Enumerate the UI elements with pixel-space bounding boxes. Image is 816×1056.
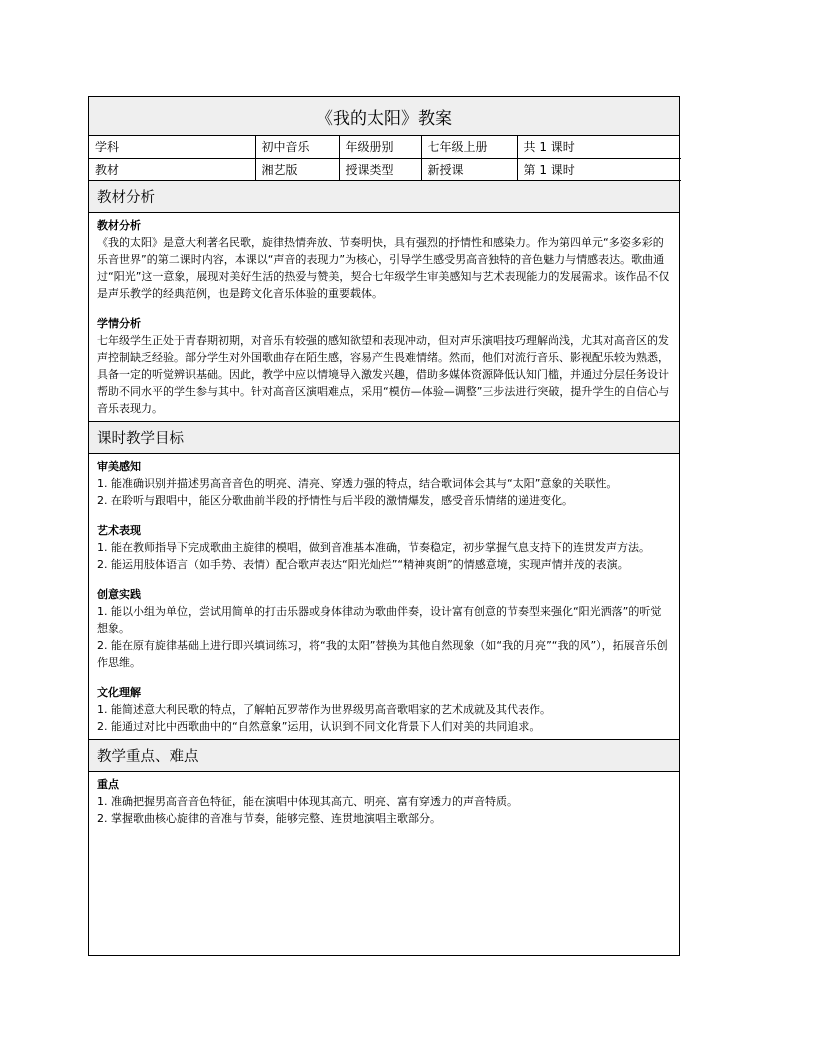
list-item: 2. 在聆听与跟唱中，能区分歌曲前半段的抒情性与后半段的激情爆发，感受音乐情绪的递进变化。	[97, 493, 573, 507]
subheading: 艺术表现	[97, 523, 141, 537]
subheading: 重点	[97, 777, 119, 791]
subheading: 教材分析	[97, 218, 141, 232]
meta-cell: 学科	[89, 136, 255, 158]
paragraph: 《我的太阳》是意大利著名民歌，旋律热情奔放、节奏明快，具有强烈的抒情性和感染力。作为第四单元“多姿多彩的乐音世界”的第二课时内容，本课以“声音的表现力”为核心，引导学生感受男高音独特的音色魅力与情感表达。歌曲通过“阳光”这一意象，展现对美好生活的热爱与赞美，契合七年级学生审美感知与艺术表现能力的发展需求。该作品不仅是声乐教学的经典范例，也是跨文化音乐体验的重要载体。	[97, 235, 670, 300]
section-heading-goals: 课时教学目标	[89, 422, 679, 454]
list-item: 1. 能以小组为单位，尝试用简单的打击乐器或身体律动为歌曲伴奏，设计富有创意的节奏型来强化“阳光洒落”的听觉想象。	[97, 604, 662, 635]
meta-row	[89, 158, 681, 180]
document-title: 《我的太阳》教案	[89, 97, 679, 136]
subheading: 学情分析	[97, 316, 141, 330]
section-body-goals	[89, 454, 679, 740]
list-item: 1. 能简述意大利民歌的特点，了解帕瓦罗蒂作为世界级男高音歌唱家的艺术成就及其代表作。	[97, 702, 551, 716]
meta-cell: 教材	[89, 158, 255, 180]
section-heading-focus: 教学重点、难点	[89, 740, 679, 772]
subheading: 创意实践	[97, 587, 141, 601]
paragraph: 七年级学生正处于青春期初期，对音乐有较强的感知欲望和表现冲动，但对声乐演唱技巧理解尚浅，尤其对高音区的发声控制缺乏经验。部分学生对外国歌曲存在陌生感，容易产生畏难情绪。然而，他们对流行音乐、影视配乐较为熟悉，具备一定的听觉辨识基础。因此，教学中应以情境导入激发兴趣，借助多媒体资源降低认知门槛，并通过分层任务设计帮助不同水平的学生参与其中。针对高音区演唱难点，采用“模仿—体验—调整”三步法进行突破，提升学生的自信心与音乐表现力。	[97, 333, 670, 415]
list-item: 2. 能通过对比中西歌曲中的“自然意象”运用，认识到不同文化背景下人们对美的共同追求。	[97, 719, 541, 733]
list-item: 1. 准确把握男高音音色特征，能在演唱中体现其高亢、明亮、富有穿透力的声音特质。	[97, 794, 518, 808]
subheading: 文化理解	[97, 685, 141, 699]
section-body-focus	[89, 772, 679, 831]
meta-cell: 七年级上册	[421, 136, 517, 158]
lesson-meta-table	[89, 136, 681, 181]
list-item: 1. 能准确识别并描述男高音音色的明亮、清亮、穿透力强的特点，结合歌词体会其与“太阳”意象的关联性。	[97, 476, 618, 490]
section-heading-analysis: 教材分析	[89, 181, 679, 213]
section-body-analysis	[89, 213, 679, 422]
meta-row	[89, 136, 681, 158]
list-item: 1. 能在教师指导下完成歌曲主旋律的模唱，做到音准基本准确，节奏稳定，初步掌握气息支持下的连贯发声方法。	[97, 540, 650, 554]
subheading: 审美感知	[97, 459, 141, 473]
list-item: 2. 能运用肢体语言（如手势、表情）配合歌声表达“阳光灿烂”“精神爽朗”的情感意境，实现声情并茂的表演。	[97, 557, 629, 571]
meta-cell: 年级册别	[339, 136, 421, 158]
lesson-plan-page	[88, 96, 680, 956]
meta-cell: 授课类型	[339, 158, 421, 180]
meta-cell: 第 1 课时	[517, 158, 681, 180]
meta-cell: 初中音乐	[255, 136, 339, 158]
list-item: 2. 掌握歌曲核心旋律的音准与节奏，能够完整、连贯地演唱主歌部分。	[97, 811, 441, 825]
meta-cell: 湘艺版	[255, 158, 339, 180]
list-item: 2. 能在原有旋律基础上进行即兴填词练习，将“我的太阳”替换为其他自然现象（如“我的月亮”“我的风”），拓展音乐创作思维。	[97, 638, 668, 669]
meta-cell: 新授课	[421, 158, 517, 180]
meta-cell: 共 1 课时	[517, 136, 681, 158]
